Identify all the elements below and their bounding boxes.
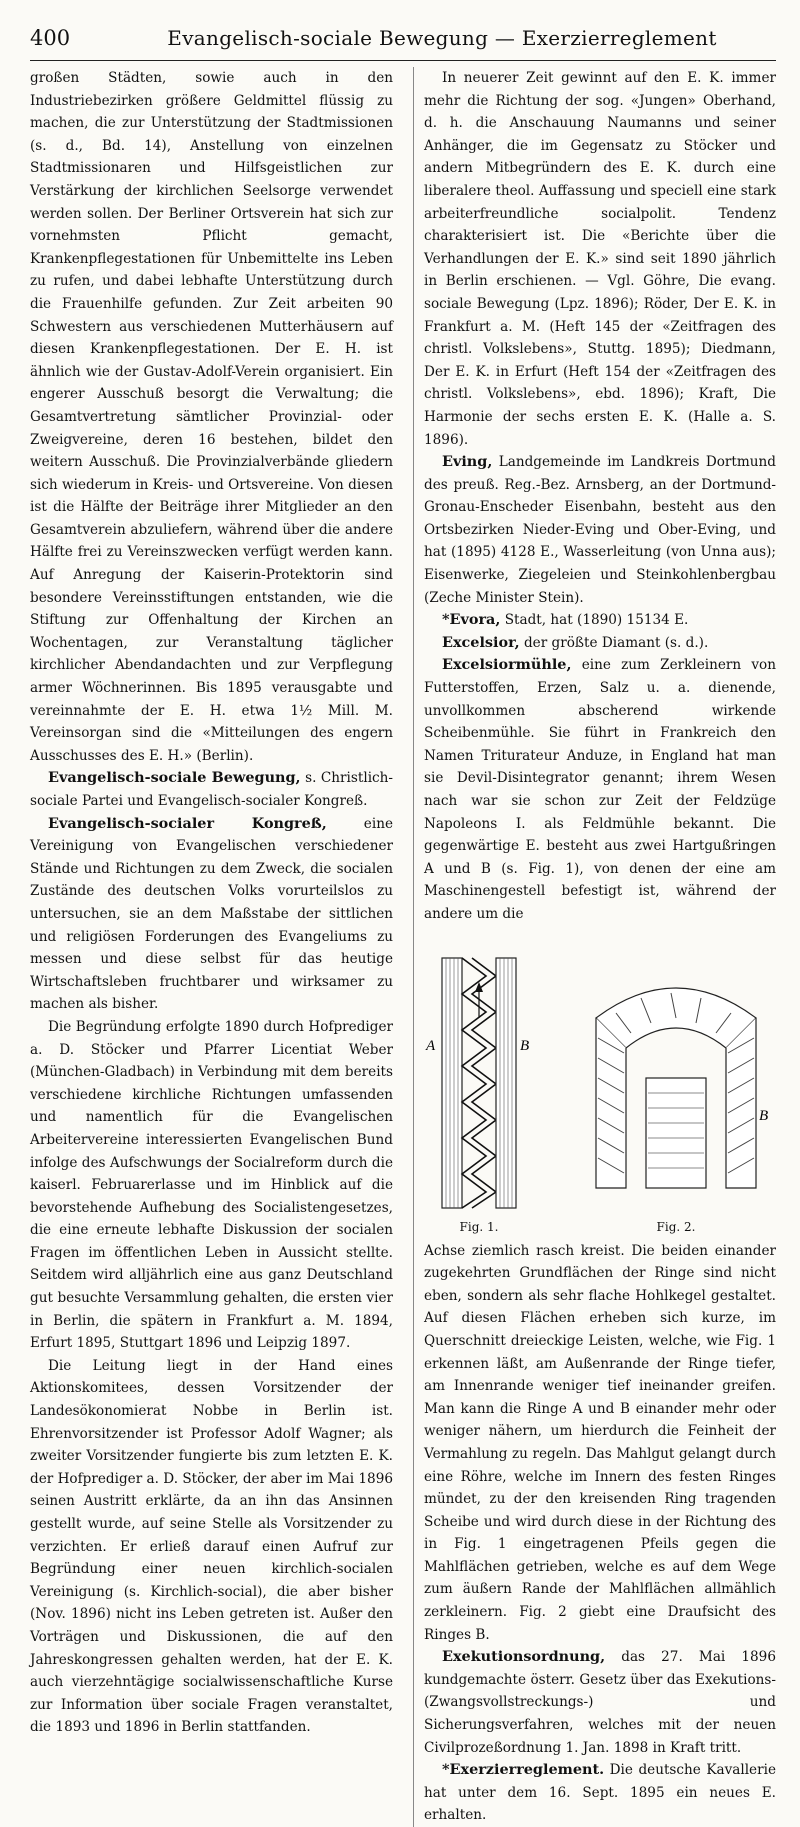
entry-keyword: Exekutionsordnung, [442,1648,606,1666]
figures [424,934,776,1234]
figure-1 [424,948,534,1234]
entry-keyword: Excelsior, [442,633,520,651]
figure-2 [576,958,776,1234]
fig1-label-a: A [426,1037,436,1054]
fig1-caption: Fig. 1. [459,1219,499,1234]
fig2-label-b: B [759,1107,769,1124]
entry-keyword: Eving, [442,453,493,471]
entry-text: Die deutsche Kavallerie hat unter dem 16. Sept. 1895 ein neues E. erhalten. [424,1762,776,1824]
entry-text: Stadt, hat (1890) 15134 E. [504,612,689,629]
paragraph: Die Begründung erfolgte 1890 durch Hofprediger a. D. Stöcker und Pfarrer Licentiat Weber (München-Gladbach) in Verbindung mit dem bereits verschiedene kirchliche Richtungen umfassenden und namentlich für die Evangelischen Arbeitervereine interessierten Evangelischen Bund infolge des Aufschwungs der Socialreform durch die kaiserl. Februarerlasse und im Hinblick auf die bevorstehende Aufhebung des Socialistengesetzes, die eine erneute lebhafte Diskussion der socialen Fragen im öffentlichen Leben in Aussicht stellte. Seitdem wird alljährlich eine aus ganz Deutschland gut besuchte Versammlung gehalten, die ersten vier in Berlin, die spätern in Frankfurt a. M. 1894, Erfurt 1895, Stuttgart 1896 und Leipzig 1897. [30,1018,393,1352]
entry-text: eine Vereinigung von Evangelischen verschiedener Stände und Richtungen zu dem Zweck, die socialen Zustände des deutschen Volks vorurteilslos zu untersuchen, sie an dem Maßstabe der sittlichen und religiösen Forderungen des Evangeliums zu messen und diese selbst für das heutige Wirtschaftsleben fruchtbarer und wirksamer zu machen als bisher. [30,815,393,1013]
paragraph: Die Leitung liegt in der Hand eines Aktionskomitees, dessen Vorsitzender der Landesökonomierat Nobbe in Berlin ist. Ehrenvorsitzender ist Professor Adolf Wagner; als zweiter Vorsitzender fungierte bis zum letzten E. K. der Hofprediger a. D. Stöcker, der aber im Mai 1896 seinen Austritt erklärte, da an ihn das Ansinnen gestellt wurde, auf seine Stelle als Vorsitzender zu verzichten. Er erließ darauf einen Aufruf zur Begründung einer neuen kirchlich-socialen Vereinigung (s. Kirchlich-social), die aber bisher (Nov. 1896) nicht ins Leben getreten ist. Außer den Vorträgen und Diskussionen, die auf den Jahreskongressen gehalten werden, hat der E. K. auch vierzehntägige socialwissenschaftliche Kurse zur Information über sociale Fragen veranstaltet, die 1893 und 1896 in Berlin stattfanden. [30,1357,393,1736]
entry-keyword: *Exerzierreglement. [442,1761,605,1779]
page-number: 400 [30,26,71,50]
fig2-ring-top-view-drawing [576,958,776,1218]
paragraph: großen Städten, sowie auch in den Industriebezirken größere Geldmittel flüssig zu machen, die zur Unterstützung der Stadtmissionen (s. d., Bd. 14), Anstellung von einzelnen Stadtmissionaren und Hilfsgeistlichen zur Verstärkung der kirchlichen Seelsorge verwendet werden sollen. Der Berliner Ortsverein hat sich zur vornehmsten Pflicht gemacht, Krankenpflegestationen für Unbemittelte ins Leben zu rufen, und dabei lebhafte Unterstützung durch die Frauenhilfe gefunden. Zur Zeit arbeiten 90 Schwestern aus verschiedenen Mutterhäusern auf diesen Krankenpflegestationen. Der E. H. ist ähnlich wie der Gustav-Adolf-Verein organisiert. Ein engerer Ausschuß besorgt die Verwaltung; die Gesamtvertretung sämtlicher Provinzial- oder Zweigvereine, deren 16 bestehen, bildet den weitern Ausschuß. Die Provinzialverbände gliedern sich wiederum in Kreis- und Ortsvereine. Von diesen ist die Hälfte der Beiträge ihrer Mitglieder an den Gesamtverein abzuliefern, während über die andere Hälfte frei zu Vereinszwecken verfügt werden kann. Auf Anregung der Kaiserin-Protektorin sind besondere Vereinsstiftungen entstanden, wie die Stiftung zur Offenhaltung der Kirchen an Wochentagen, zur Veranstaltung täglicher kirchlicher Abendandachten und zur Verpflegung armer Wöchnerinnen. Bis 1895 verausgabte und vereinnahmte der E. H. etwa 1½ Mill. M. Vereinsorgan sind die «Mitteilungen des engern Ausschusses des E. H.» (Berlin). [30,70,393,764]
entry-text: das 27. Mai 1896 kundgemachte österr. Gesetz über das Exekutions- (Zwangsvollstreckungs-) und Sicherungsverfahren, welches mit der neuen Civilprozeßordnung 1. Jan. 1898 in Kraft tritt. [424,1649,776,1756]
entry-evangelisch-sociale-bewegung [30,767,393,812]
left-column [30,67,393,1827]
entry-keyword: Evangelisch-socialer Kongreß, [48,814,327,832]
entry-eving [424,451,776,609]
entry-evangelisch-socialer-kongress [30,813,393,1016]
fig2-caption: Fig. 2. [656,1219,696,1234]
paragraph: In neuerer Zeit gewinnt auf den E. K. immer mehr die Richtung der sog. «Jungen» Oberhand, d. h. die Anschauung Naumanns und seiner Anhänger, die im Gegensatz zu Stöcker und andern Mitbegründern des E. K. durch eine liberalere theol. Auffassung und speciell eine stark arbeiterfreundliche socialpolit. Tendenz charakterisiert ist. Die «Berichte über die Verhandlungen der E. K.» sind seit 1890 jährlich in Berlin erschienen. — Vgl. Göhre, Die evang. sociale Bewegung (Lpz. 1896); Röder, Der E. K. in Frankfurt a. M. (Heft 145 der «Zeitfragen des christl. Volkslebens», Stuttg. 1895); Diedmann, Der E. K. in Erfurt (Heft 154 der «Zeitfragen des christl. Volkslebens», ebd. 1896); Kraft, Die Harmonie der sechs ersten E. K. (Halle a. S. 1896). [424,70,776,448]
entry-text: der größte Diamant (s. d.). [523,634,709,651]
fig1-label-b: B [520,1037,530,1054]
running-header [30,26,776,61]
entry-keyword: Excelsiormühle, [442,656,572,674]
entry-exekutionsordnung [424,1646,776,1759]
right-column [413,67,776,1827]
entry-evora [424,609,776,632]
entry-exerzierreglement [424,1759,776,1827]
fig1-ring-section-drawing [424,948,534,1218]
entry-excelsior [424,632,776,655]
entry-text: Landgemeinde im Landkreis Dortmund des preuß. Reg.-Bez. Arnsberg, an der Dortmund-Gronau-Enscheder Eisenbahn, besteht aus den Ortsbezirken Nieder-Eving und Ober-Eving, und hat (1895) 4128 E., Wasserleitung (von Unna aus); Eisenwerke, Ziegeleien und Steinkohlenbergbau (Zeche Minister Stein). [424,454,776,606]
entry-text: s. Christlich-sociale Partei und Evangelisch-socialer Kongreß. [30,770,393,809]
entry-keyword: *Evora, [442,611,501,629]
text-columns [30,67,776,1827]
entry-text: eine zum Zerkleinern von Futterstoffen, Erzen, Salz u. a. dienende, unvollkommen abscherend wirkende Scheibenmühle. Sie führt in Frankreich den Namen Triturateur Anduze, in England hat man sie Devil-Disintegrator genannt; ihrem Wesen nach war sie schon zur Zeit der Feldzüge Napoleons I. als Feldmühle bekannt. Die gegenwärtige E. besteht aus zwei Hartgußringen A und B (s. Fig. 1), von denen der eine am Maschinengestell befestigt ist, während der andere um die [424,657,776,922]
page-title: Evangelisch-sociale Bewegung — Exerzierreglement [167,26,717,50]
paragraph: Achse ziemlich rasch kreist. Die beiden einander zugekehrten Grundflächen der Ringe sind nicht eben, sondern als sehr flache Hohlkegel gestaltet. Auf diesen Flächen erheben sich kurze, im Querschnitt dreieckige Leisten, welche, wie Fig. 1 erkennen läßt, am Außenrande der Ringe tiefer, am Innenrande weniger tief ineinander greifen. Man kann die Ringe A und B einander mehr oder weniger nähern, um hierdurch die Feinheit der Vermahlung zu regeln. Das Mahlgut gelangt durch eine Röhre, welche im Innern des festen Ringes mündet, zu der den kreisenden Ring tragenden Scheibe und wird durch diese in der Richtung des in Fig. 1 eingetragenen Pfeils gegen die Mahlflächen getrieben, welche es auf dem Wege zum äußern Rande der Mahlflächen allmählich zerkleinern. Fig. 2 giebt eine Draufsicht des Ringes B. [424,1242,776,1643]
entry-excelsiormuehle [424,654,776,925]
entry-keyword: Evangelisch-sociale Bewegung, [48,769,301,787]
